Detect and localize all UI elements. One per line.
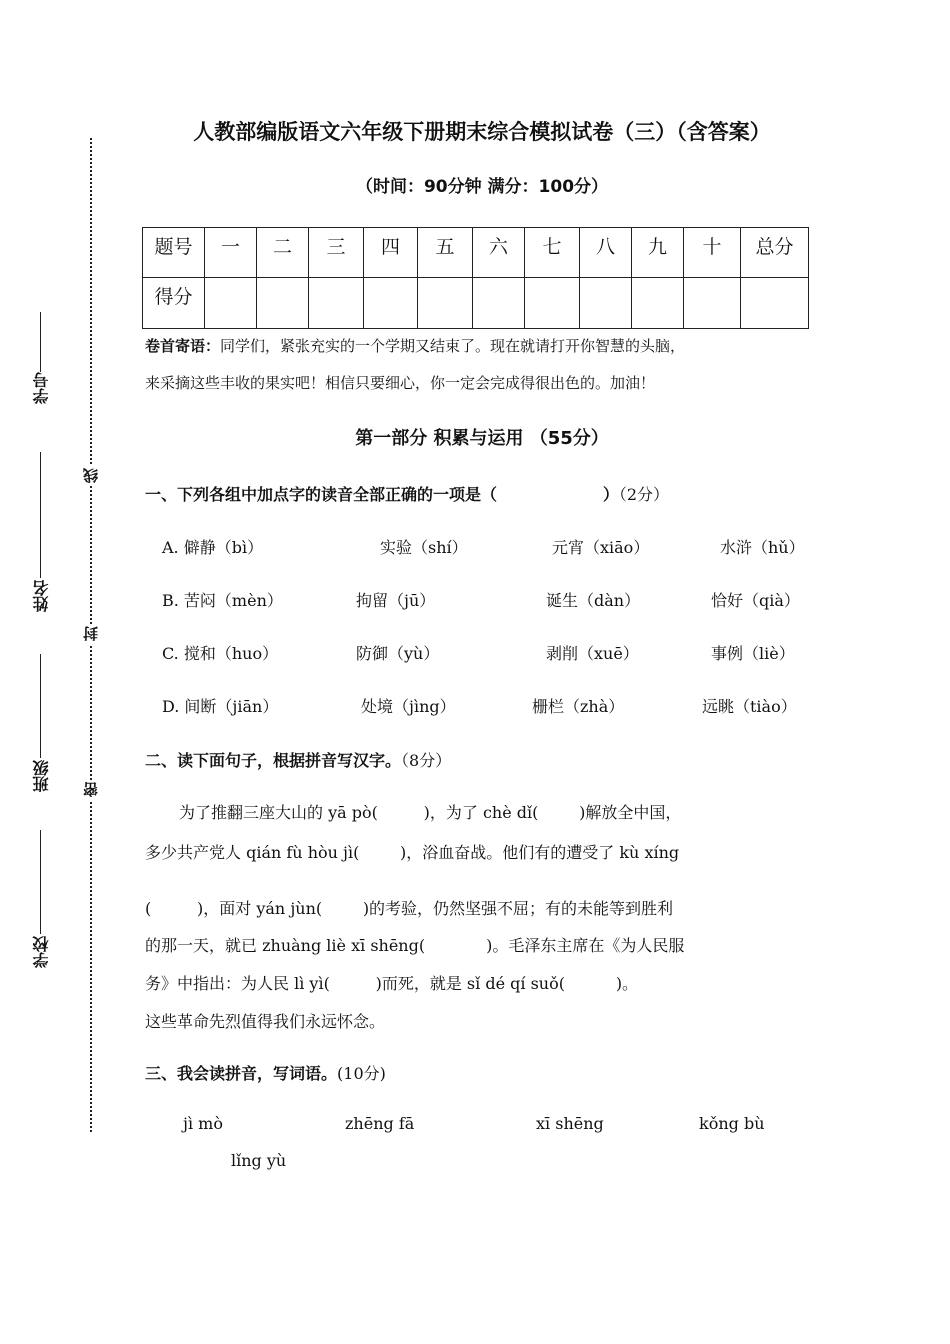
q1-option-d-4: 远眺（tiào）: [702, 697, 797, 716]
q1-option-d-3: 栅栏（zhà）: [532, 697, 625, 716]
score-header-cell: 三: [309, 228, 364, 278]
q2-line-6: 这些革命先烈值得我们永远怀念。: [145, 1012, 386, 1031]
q3-pinyin-3: xī shēng: [536, 1114, 604, 1133]
part-title: 第一部分 积累与运用 （55分）: [355, 428, 609, 449]
q1-heading: 一、下列各组中加点字的读音全部正确的一项是（ ）（2分）: [145, 485, 670, 504]
score-cell[interactable]: [473, 278, 525, 329]
q2-line-2[interactable]: 多少共产党人 qián fù hòu jì( )，浴血奋战。他们有的遭受了 kù xíng: [145, 843, 680, 862]
score-header-cell: 九: [632, 228, 684, 278]
q1-option-c-2: 防御（yù）: [356, 644, 440, 663]
class-blank[interactable]: [40, 654, 41, 758]
score-header-cell: 总分: [741, 228, 809, 278]
q2-line-1[interactable]: 为了推翻三座大山的 yā pò( )，为了 chè dǐ( )解放全中国，: [179, 803, 682, 822]
score-header-cell: 六: [473, 228, 525, 278]
q1-option-b-3: 诞生（dàn）: [546, 591, 641, 610]
score-cell[interactable]: [364, 278, 418, 329]
score-header-cell: 十: [684, 228, 741, 278]
q1-option-c-4: 事例（liè）: [711, 644, 795, 663]
exam-subtitle: （时间：90分钟 满分：100分）: [355, 177, 609, 197]
score-row-label: 得分: [143, 278, 205, 329]
q3-pinyin-1: jì mò: [183, 1114, 223, 1133]
q1-option-c-1[interactable]: C. 搅和（huo）: [162, 644, 279, 663]
q1-option-a-1[interactable]: A. 僻静（bì）: [162, 538, 264, 557]
q1-option-b-1[interactable]: B. 苦闷（mèn）: [162, 591, 283, 610]
q1-option-b-4: 恰好（qià）: [711, 591, 800, 610]
q1-option-a-3: 元宵（xiāo）: [552, 538, 650, 557]
q2-heading: 二、读下面句子，根据拼音写汉字。（8分）: [145, 751, 452, 770]
q1-option-a-2: 实验（shí）: [380, 538, 468, 557]
q1-option-c-3: 剥削（xuē）: [546, 644, 639, 663]
score-header-cell: 一: [205, 228, 257, 278]
score-header-cell: 二: [257, 228, 309, 278]
binding-mark-xian: 线: [82, 466, 100, 486]
school-label: 学校: [32, 936, 51, 968]
class-label: 班级: [32, 760, 51, 792]
name-blank[interactable]: [40, 452, 41, 578]
score-header-cell: 七: [525, 228, 580, 278]
q1-option-b-2: 拘留（jū）: [356, 591, 436, 610]
score-header-cell: 四: [364, 228, 418, 278]
foreword: [145, 328, 815, 402]
score-cell[interactable]: [741, 278, 809, 329]
q2-line-4[interactable]: 的那一天，就已 zhuàng liè xī shēng( )。毛泽东主席在《为人民服: [145, 936, 685, 955]
q2-line-3[interactable]: ( )，面对 yán jùn( )的考验，仍然坚强不屈；有的未能等到胜利: [145, 899, 674, 918]
exam-title: 人教部编版语文六年级下册期末综合模拟试卷（三）（含答案）: [193, 120, 771, 144]
q2-line-5[interactable]: 务》中指出：为人民 lì yì( )而死，就是 sǐ dé qí suǒ( )。: [145, 974, 639, 993]
foreword-line-1: 卷首寄语：同学们，紧张充实的一个学期又结束了。现在就请打开你智慧的头脑，: [145, 337, 686, 355]
score-cell[interactable]: [580, 278, 632, 329]
student-no-blank[interactable]: [40, 312, 41, 372]
score-cell[interactable]: [309, 278, 364, 329]
q3-heading: 三、我会读拼音，写词语。(10分): [145, 1064, 386, 1083]
school-blank[interactable]: [40, 830, 41, 934]
score-header-cell: 题号: [143, 228, 205, 278]
q1-option-d-2: 处境（jìng）: [361, 697, 456, 716]
score-cell[interactable]: [632, 278, 684, 329]
score-header-cell: 五: [418, 228, 473, 278]
binding-mark-feng: 封: [82, 624, 100, 644]
q3-pinyin-2: zhēng fā: [345, 1114, 415, 1133]
score-cell[interactable]: [684, 278, 741, 329]
score-cell[interactable]: [418, 278, 473, 329]
score-table: [142, 227, 809, 329]
binding-mark-mi: 密: [82, 780, 100, 800]
q1-option-d-1[interactable]: D. 间断（jiān）: [162, 697, 279, 716]
score-header-cell: 八: [580, 228, 632, 278]
score-cell[interactable]: [205, 278, 257, 329]
name-label: 姓名: [32, 580, 51, 612]
score-cell[interactable]: [257, 278, 309, 329]
q1-option-a-4: 水浒（hǔ）: [720, 538, 805, 557]
foreword-label: 卷首寄语：: [145, 337, 221, 355]
score-cell[interactable]: [525, 278, 580, 329]
q3-pinyin-4: kǒng bù: [699, 1114, 765, 1133]
q3-pinyin-5: lǐng yù: [231, 1151, 287, 1170]
foreword-line-2: 来采摘这些丰收的果实吧！相信只要细心，你一定会完成得很出色的。加油！: [145, 374, 656, 392]
student-no-label: 学号: [32, 372, 51, 404]
